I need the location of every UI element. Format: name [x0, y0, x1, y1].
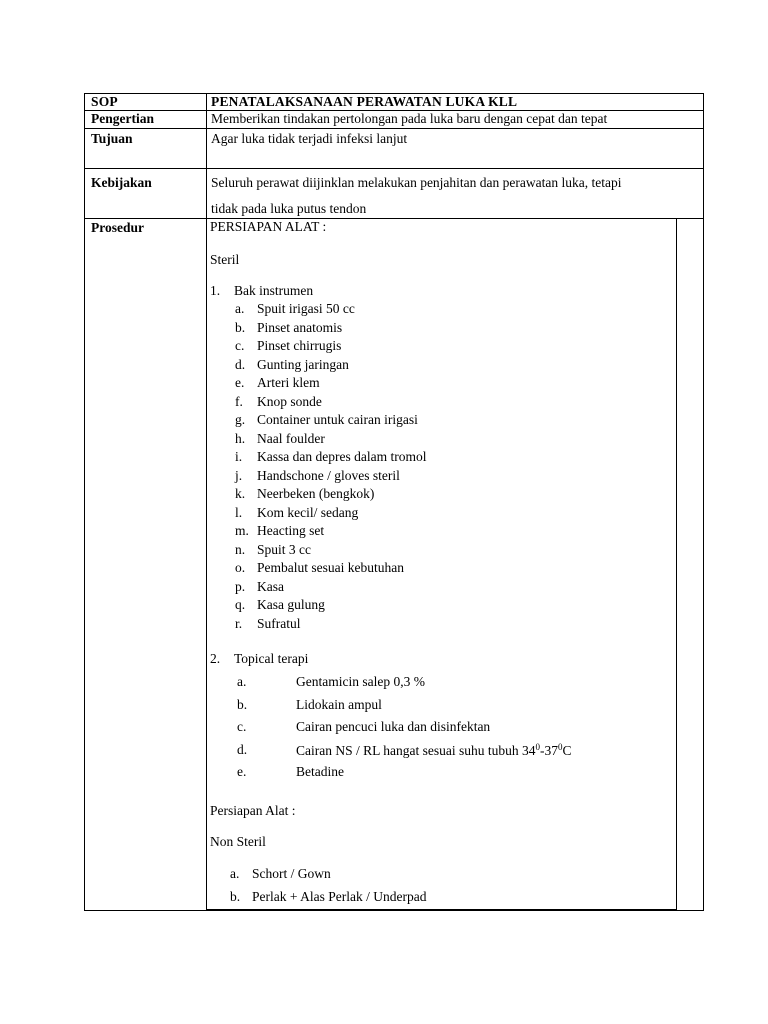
- document-title: PENATALAKSANAAN PERAWATAN LUKA KLL: [211, 94, 518, 109]
- list-item: Cairan pencuci luka dan disinfektan: [296, 719, 491, 734]
- row-kebijakan: [85, 169, 703, 219]
- kebijakan-text-line2: tidak pada luka putus tendon: [211, 201, 367, 216]
- list-item-marker: g.: [235, 412, 246, 427]
- tujuan-label: Tujuan: [91, 131, 133, 146]
- list-item: Handschone / gloves steril: [257, 467, 400, 483]
- list-item-marker: e.: [237, 764, 247, 779]
- list-item-marker: j.: [235, 467, 243, 483]
- list-item-marker: b.: [230, 889, 241, 904]
- sop-label: SOP: [91, 94, 118, 109]
- tujuan-text: Agar luka tidak terjadi infeksi lanjut: [211, 131, 408, 146]
- list-item-marker: p.: [235, 578, 246, 594]
- list-item: Arteri klem: [257, 375, 320, 390]
- list-item-marker: b.: [235, 319, 246, 335]
- non-steril-label: Non Steril: [210, 834, 266, 849]
- section1-title: Bak instrumen: [234, 283, 314, 298]
- list-item: Kom kecil/ sedang: [257, 504, 359, 520]
- list-item-marker: q.: [235, 597, 246, 612]
- list-item: Perlak + Alas Perlak / Underpad: [252, 889, 427, 904]
- list-item-marker: c.: [235, 338, 245, 353]
- persiapan-alat-label: Persiapan Alat :: [210, 803, 296, 818]
- list-item-marker: b.: [237, 696, 248, 712]
- list-item: Lidokain ampul: [296, 696, 382, 712]
- list-item: Kasa: [257, 578, 284, 594]
- pengertian-text: Memberikan tindakan pertolongan pada luka baru dengan cepat dan tepat: [211, 111, 608, 126]
- section1-number: 1.: [210, 283, 221, 298]
- row-sop: [85, 94, 703, 111]
- list-item: Sufratul: [257, 615, 301, 631]
- list-item: Naal foulder: [257, 430, 325, 446]
- list-item: Betadine: [296, 764, 344, 779]
- list-item-marker: d.: [235, 356, 246, 372]
- list-item: Neerbeken (bengkok): [257, 486, 375, 501]
- list-item-marker: h.: [235, 430, 246, 446]
- list-item-marker: o.: [235, 560, 246, 575]
- list-item: Spuit 3 cc: [257, 541, 311, 557]
- persiapan-heading: PERSIAPAN ALAT :: [210, 219, 327, 234]
- list-item-marker: a.: [230, 866, 240, 881]
- list-item-marker: k.: [235, 486, 246, 501]
- list-item-marker: f.: [235, 393, 243, 409]
- list-item: Cairan NS / RL hangat sesuai suhu tubuh $34^0-37^0C$: [296, 741, 572, 758]
- prosedur-box: [206, 219, 677, 910]
- list-item: Heacting set: [257, 523, 325, 538]
- steril-label: Steril: [210, 252, 240, 267]
- kebijakan-label: Kebijakan: [91, 175, 152, 190]
- list-item-marker: a.: [237, 674, 247, 689]
- list-item: Schort / Gown: [252, 866, 331, 881]
- list-item: Container untuk cairan irigasi: [257, 412, 418, 427]
- list-item-marker: l.: [235, 504, 243, 520]
- list-item: Gentamicin salep 0,3 %: [296, 674, 425, 689]
- list-item-marker: r.: [235, 615, 243, 631]
- row-pengertian: [85, 111, 703, 129]
- list-item-marker: n.: [235, 541, 246, 557]
- prosedur-label: Prosedur: [91, 220, 144, 235]
- list-item: Kasa gulung: [257, 597, 325, 612]
- list-item-marker: d.: [237, 741, 248, 757]
- list-item: Gunting jaringan: [257, 356, 349, 372]
- section2-title: Topical terapi: [234, 651, 309, 666]
- list-item-marker: c.: [237, 719, 247, 734]
- list-item: Kassa dan depres dalam tromol: [257, 449, 427, 464]
- list-item: Pembalut sesuai kebutuhan: [257, 560, 404, 575]
- list-item: Knop sonde: [257, 393, 322, 409]
- section2-number: 2.: [210, 651, 221, 666]
- list-item-marker: e.: [235, 375, 245, 390]
- row-tujuan: [85, 129, 703, 169]
- list-item-marker: i.: [235, 449, 243, 464]
- sop-table: [84, 93, 704, 911]
- list-item: Pinset chirrugis: [257, 338, 342, 353]
- kebijakan-text-line1: Seluruh perawat diijinklan melakukan penjahitan dan perawatan luka, tetapi: [211, 175, 622, 190]
- pengertian-label: Pengertian: [91, 111, 154, 126]
- list-item-marker: m.: [235, 523, 249, 538]
- list-item-marker: a.: [235, 301, 245, 316]
- list-item: Pinset anatomis: [257, 319, 343, 335]
- list-item: Spuit irigasi 50 cc: [257, 301, 355, 316]
